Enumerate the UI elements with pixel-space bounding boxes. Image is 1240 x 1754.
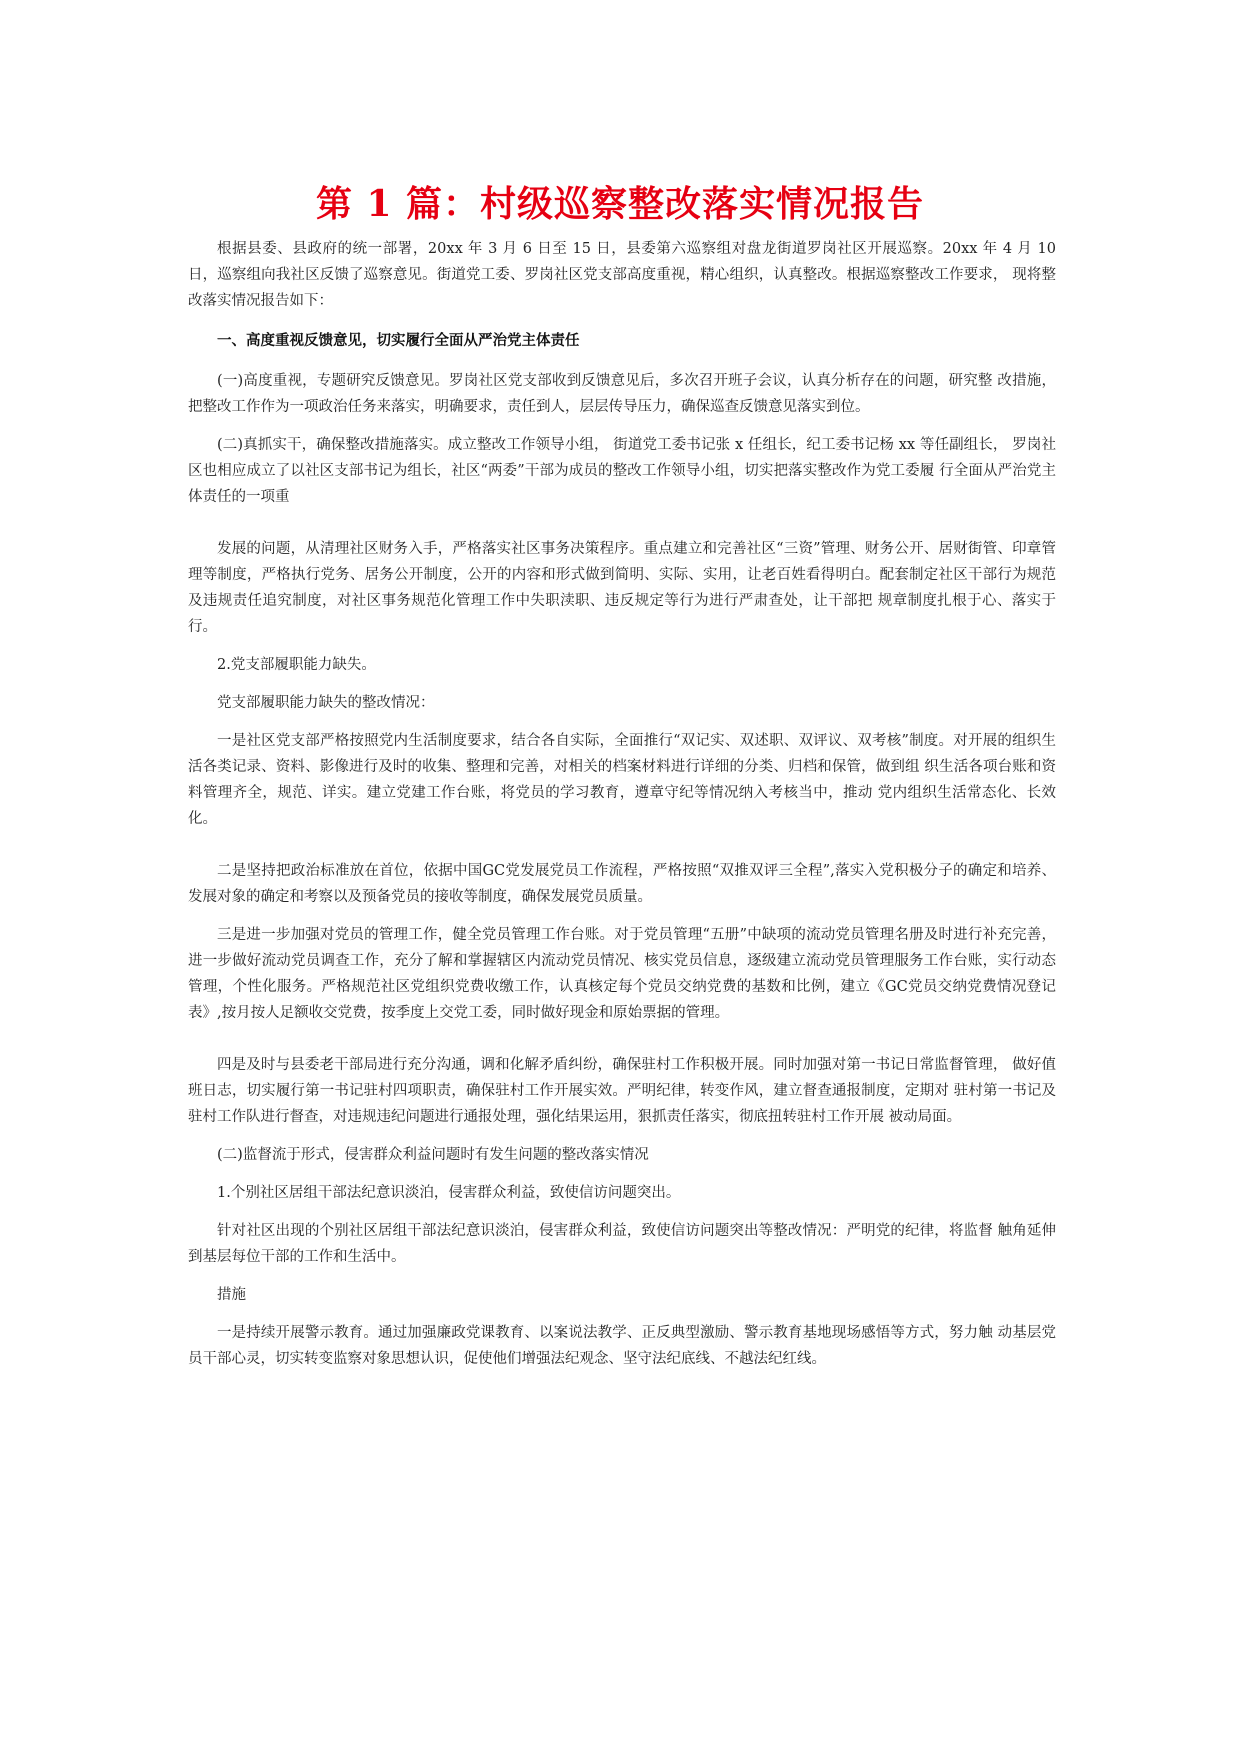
body-paragraph: 党支部履职能力缺失的整改情况： [217, 695, 435, 711]
sub-heading: 措施 [217, 1287, 246, 1303]
body-paragraph: 三是进一步加强对党员的管理工作，健全党员管理工作台账。对于党员管理“五册”中缺项的流动党员管理名册及时进行补充完善，进一步做好流动党员调查工作，充分了解和掌握辖区内流动党员情况、核实党员信息，逐级建立流动党员管理服务工作台账，实行动态管理，个性化服务。严格规范社区党组织党费收缴工作，认真核定每个党员交纳党费的基数和比例，建立《GC党员交纳党费情况登记表》,按月按人足额收交党费，按季度上交党工委，同时做好现金和原始票据的管理。 [188, 927, 1056, 1021]
body-paragraph: (二)真抓实干，确保整改措施落实。成立整改工作领导小组， 街道党工委书记张 x 任组长，纪工委书记杨 xx 等任副组长， 罗岗社区也相应成立了以社区支部书记为组长，社区“两委”干部为成员的整改工作领导小组，切实把落实整改作为党工委履 行全面从严治党主体责任的一项重 [188, 437, 1056, 505]
sub-heading: (二)监督流于形式，侵害群众利益问题时有发生问题的整改落实情况 [217, 1147, 649, 1163]
body-paragraph: (一)高度重视，专题研究反馈意见。罗岗社区党支部收到反馈意见后，多次召开班子会议，认真分析存在的问题，研究整 改措施，把整改工作作为一项政治任务来落实，明确要求，责任到人，层层传导压力，确保巡查反馈意见落实到位。 [188, 373, 1056, 415]
sub-heading: 2.党支部履职能力缺失。 [217, 657, 376, 673]
sub-heading: 1.个别社区居组干部法纪意识淡泊，侵害群众利益，致使信访问题突出。 [217, 1185, 681, 1201]
page-title: 第 1 篇：村级巡察整改落实情况报告 [315, 183, 925, 225]
body-paragraph: 针对社区出现的个别社区居组干部法纪意识淡泊，侵害群众利益，致使信访问题突出等整改情况：严明党的纪律，将监督 触角延伸到基层每位干部的工作和生活中。 [188, 1223, 1056, 1265]
body-paragraph: 四是及时与县委老干部局进行充分沟通，调和化解矛盾纠纷，确保驻村工作积极开展。同时加强对第一书记日常监督管理， 做好值班日志，切实履行第一书记驻村四项职责，确保驻村工作开展实效。严明纪律，转变作风，建立督查通报制度，定期对 驻村第一书记及驻村工作队进行督查，对违规违纪问题进行通报处理，强化结果运用，狠抓责任落实，彻底扭转驻村工作开展 被动局面。 [188, 1057, 1056, 1125]
body-paragraph: 二是坚持把政治标准放在首位，依据中国GC党发展党员工作流程，严格按照“双推双评三全程”,落实入党积极分子的确定和培养、发展对象的确定和考察以及预备党员的接收等制度，确保发展党员质量。 [188, 863, 1056, 905]
body-paragraph: 一是持续开展警示教育。通过加强廉政党课教育、以案说法教学、正反典型激励、警示教育基地现场感悟等方式，努力触 动基层党员干部心灵，切实转变监察对象思想认识，促使他们增强法纪观念、坚守法纪底线、不越法纪红线。 [188, 1325, 1056, 1367]
body-paragraph: 一是社区党支部严格按照党内生活制度要求，结合各自实际，全面推行“双记实、双述职、双评议、双考核”制度。对开展的组织生活各类记录、资料、影像进行及时的收集、整理和完善，对相关的档案材料进行详细的分类、归档和保管，做到组 织生活各项台账和资料管理齐全，规范、详实。建立党建工作台账，将党员的学习教育，遵章守纪等情况纳入考核当中，推动 党内组织生活常态化、长效化。 [188, 733, 1056, 827]
document-body [188, 236, 1056, 1384]
body-paragraph: 发展的问题，从清理社区财务入手，严格落实社区事务决策程序。重点建立和完善社区“三资”管理、财务公开、居财街管、印章管理等制度，严格执行党务、居务公开制度，公开的内容和形式做到简明、实际、实用，让老百姓看得明白。配套制定社区干部行为规范及违规责任追究制度，对社区事务规范化管理工作中失职渎职、违反规定等行为进行严肃查处，让干部把 规章制度扎根于心、落实于行。 [188, 541, 1056, 635]
intro-paragraph: 根据县委、县政府的统一部署，20xx 年 3 月 6 日至 15 日，县委第六巡察组对盘龙街道罗岗社区开展巡察。20xx 年 4 月 10 日，巡察组向我社区反馈了巡察意见。街道党工委、罗岗社区党支部高度重视，精心组织，认真整改。根据巡察整改工作要求， 现将整改落实情况报告如下： [188, 241, 1056, 309]
section-heading: 一、高度重视反馈意见，切实履行全面从严治党主体责任 [217, 332, 580, 349]
